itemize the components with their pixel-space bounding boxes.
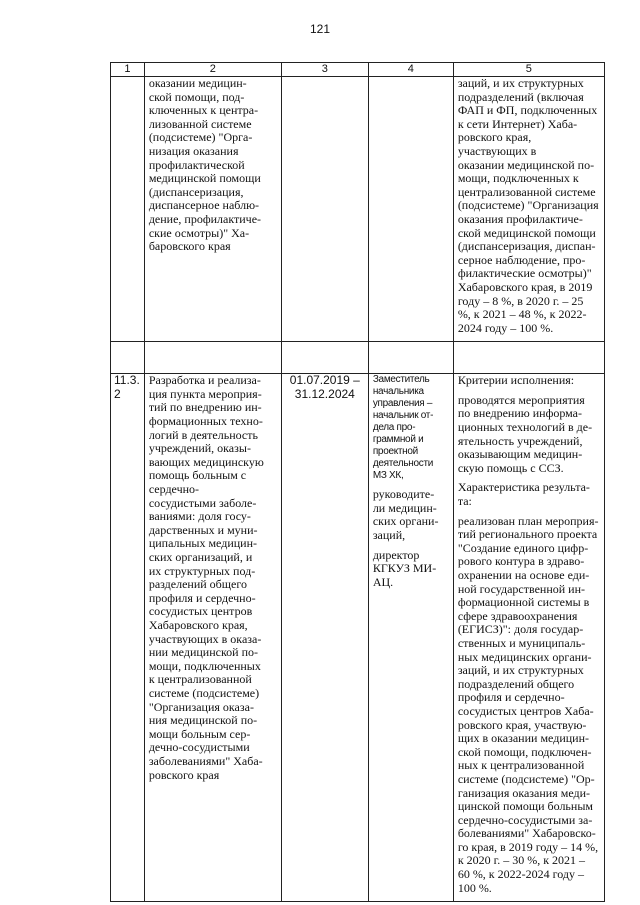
responsible-deputy-head: Заместитель начальника управления – начальник от- дела про- граммной и проектной деятельности МЗ ХК,: [372, 374, 434, 482]
cell-continued-result: заций, и их структурных подразделений (включая ФАП и ФП, подключенных к сети Интернет) Хаба- ровского края, участвующих в оказании медицинской по- мощи, подключенных к централизованной системе (подсистеме) "Организация оказания профилактиче- ской медицинской помощи (диспансеризация, диспан- серное наблюдение, про- филактические осмотры)" Хабаровского края, в 2019 году – 8 %, в 2020 г. – 25 %, к 2021 – 48 %, к 2022- 2024 году – 100 %.: [453, 77, 604, 342]
cell-measure: Разработка и реализа- ция пункта мероприя- тий по внедрению ин- формационных техно- логий в деятельность учреждений, оказы- вающих медицинскую помощь больным с сердечно- сосудистыми заболе- ваниями: доля госу- дарственных и муни- ципальных медицин- ских организаций, и их структурных под- разделений общего профиля и сердечно- сосудистых центров Хабаровского края, участвующих в оказа- нии медицинской по- мощи, подключенных к централизованной системе (подсистеме) "Организация оказа- ния медицинской по- мощи больным сер- дечно-сосудистыми заболеваниями" Хаба- ровского края: [144, 374, 281, 902]
responsible-med-org-heads: руководите- ли медицин- ских органи- заций,: [372, 487, 439, 543]
plan-table: [110, 62, 605, 902]
cell-dates: 01.07.2019 – 31.12.2024: [281, 374, 368, 902]
header-col-2: 2: [144, 63, 281, 77]
cell-responsible: [368, 374, 453, 902]
header-col-3: 3: [281, 63, 368, 77]
criteria-heading: Критерии исполнения:: [457, 373, 575, 388]
result-heading: Характеристика результа- та:: [457, 480, 590, 509]
cell-item-number: 11.3. 2: [111, 374, 145, 902]
table-row-continued: [111, 77, 605, 342]
cell-continued-responsible: [368, 77, 453, 342]
table-row-gap: [111, 342, 605, 374]
cell-continued-number: [111, 77, 145, 342]
cell-result: [453, 374, 604, 902]
header-col-4: 4: [368, 63, 453, 77]
header-col-1: 1: [111, 63, 145, 77]
cell-continued-dates: [281, 77, 368, 342]
result-text: реализован план мероприя- тий регионального проекта "Создание единого цифр- рового контура в здраво- охранении на основе еди- ной государственной ин- формационной системы в сфере здравоохранения (ЕГИСЗ)": доля государ- ственных и муниципаль- ных медицинских органи- заций, и их структурных подразделений общего профиля и сердечно- сосудистых центров Хаба- ровского края, участвую- щих в оказании медицин- ской помощи, подключен- ных к централизованной системе (подсистеме) "Ор- ганизация оказания меди- цинской помощи больным сердечно-сосудистыми за- болеваниями" Хабаровско- го края, в 2019 году – 14 %, к 2020 г. – 30 %, к 2021 – 60 %, к 2022-2024 году – 100 %.: [457, 513, 599, 895]
criteria-text: проводятся мероприятия по внедрению информа- ционных технологий в де- ятельность учреждений, оказывающим медицин- скую помощь с ССЗ.: [457, 392, 593, 475]
header-col-5: 5: [453, 63, 604, 77]
cell-continued-measure: оказании медицин- ской помощи, под- ключенных к центра- лизованной системе (подсистеме) "Орга- низация оказания профилактической медицинской помощи (диспансеризация, диспансерное наблю- дение, профилактиче- ские осмотры)" Ха- баровского края: [144, 77, 281, 342]
page-number: 121: [309, 22, 331, 36]
table-row-11-3-2: [111, 374, 605, 902]
responsible-miac-director: директор КГКУЗ МИ- АЦ.: [372, 547, 437, 589]
table-header-row: [111, 63, 605, 77]
